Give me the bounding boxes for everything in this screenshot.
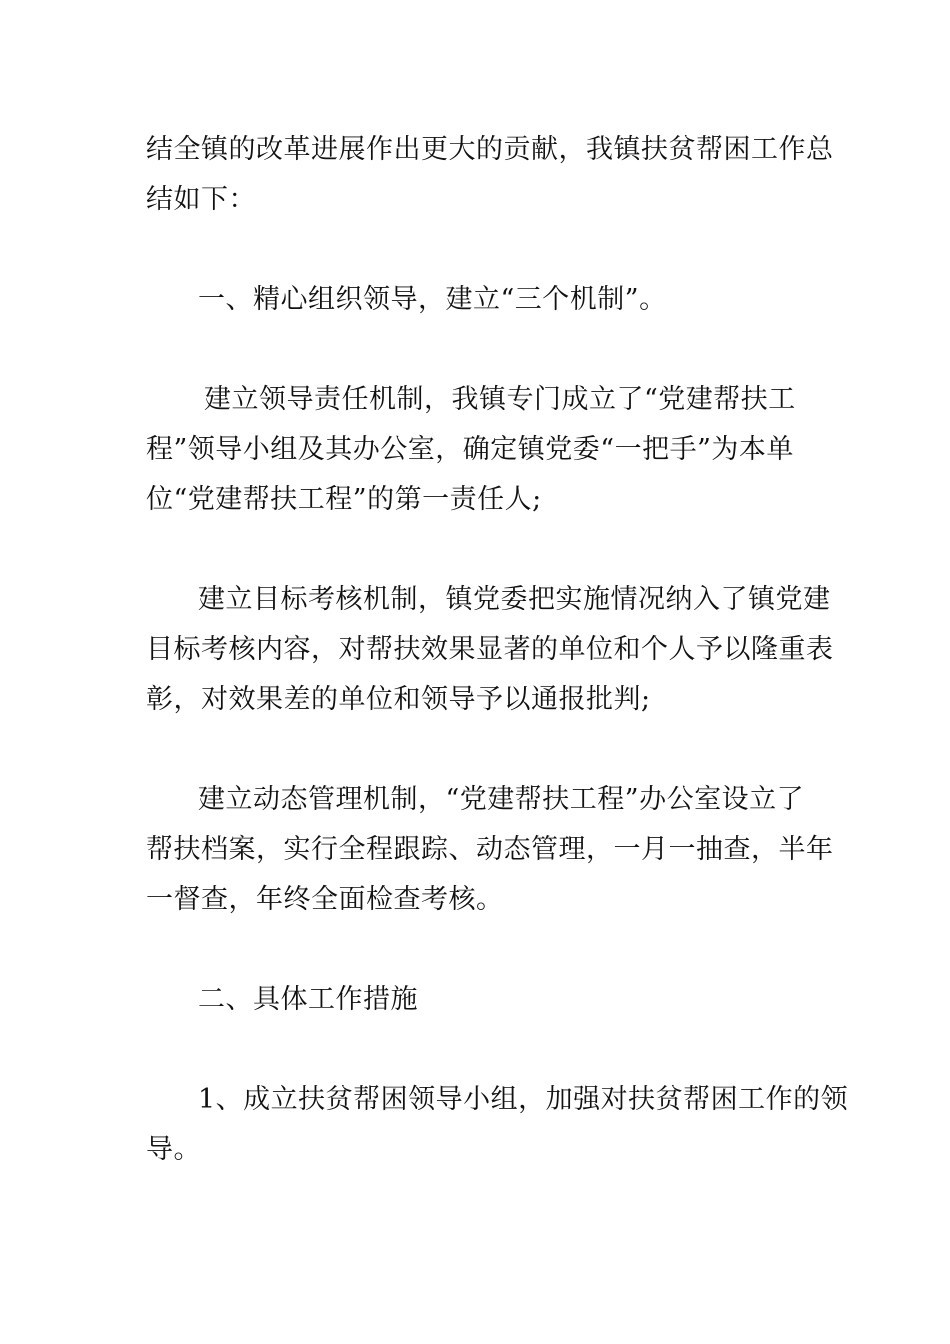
body-text-line: 彰，对效果差的单位和领导予以通报批判; — [146, 684, 651, 715]
body-text-line: 结如下： — [146, 184, 256, 215]
body-text-line: 一督查，年终全面检查考核。 — [146, 884, 504, 915]
body-text-line: 导。 — [146, 1134, 201, 1165]
body-text-line: 目标考核内容，对帮扶效果显著的单位和个人予以隆重表 — [146, 634, 834, 665]
body-text-line: 建立目标考核机制，镇党委把实施情况纳入了镇党建 — [198, 584, 831, 615]
body-text-line: 帮扶档案，实行全程跟踪、动态管理，一月一抽查，半年 — [146, 834, 834, 865]
body-text-line: 位“党建帮扶工程”的第一责任人; — [146, 484, 542, 515]
section-heading: 一、精心组织领导，建立“三个机制”。 — [198, 284, 667, 315]
body-text-line: 建立领导责任机制，我镇专门成立了“党建帮扶工 — [204, 384, 796, 415]
body-text-line: 1、成立扶贫帮困领导小组，加强对扶贫帮困工作的领 — [198, 1084, 849, 1115]
body-text-line: 程”领导小组及其办公室，确定镇党委“一把手”为本单 — [146, 434, 794, 465]
body-text-line: 结全镇的改革进展作出更大的贡献，我镇扶贫帮困工作总 — [146, 134, 834, 165]
section-heading: 二、具体工作措施 — [198, 984, 418, 1015]
body-text-line: 建立动态管理机制，“党建帮扶工程”办公室设立了 — [198, 784, 805, 815]
